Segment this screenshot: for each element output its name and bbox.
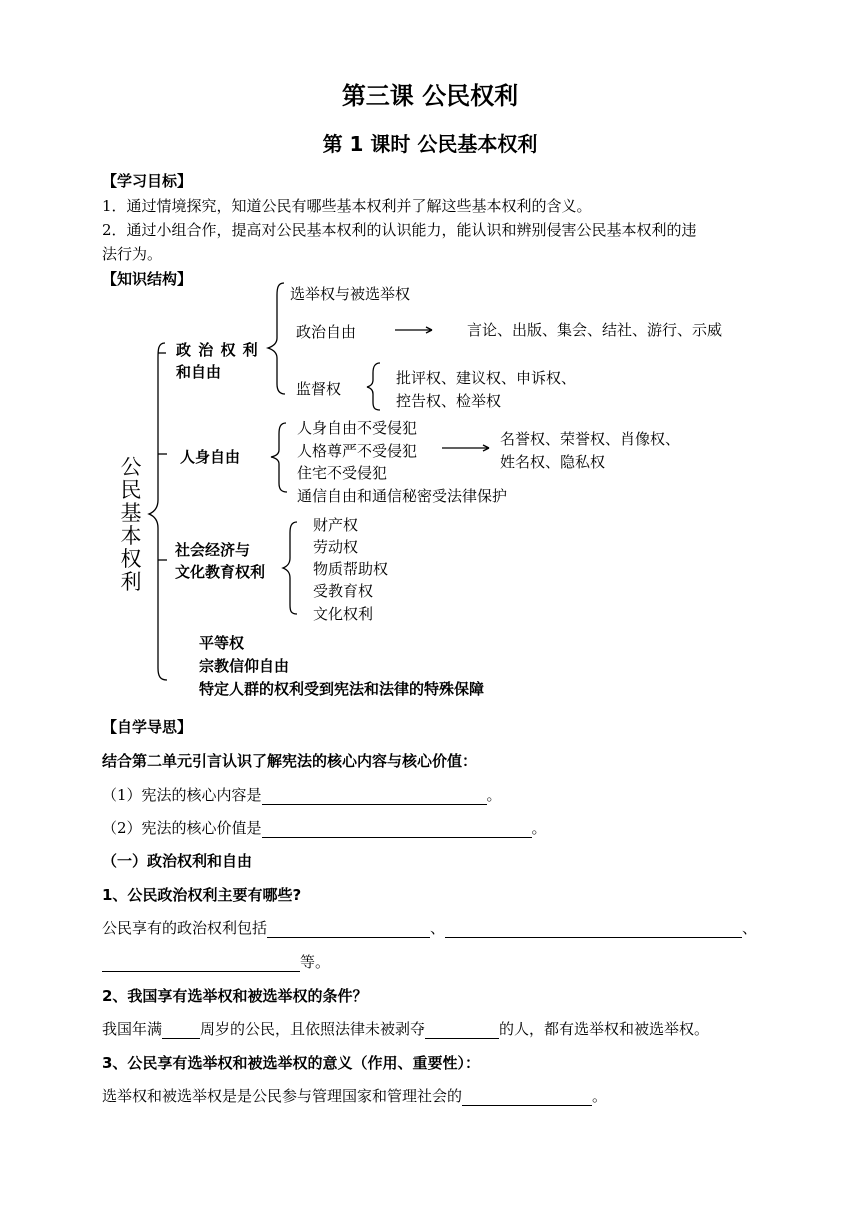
social-rights-label-1: 社会经济与 bbox=[175, 541, 251, 559]
answer-blank[interactable] bbox=[425, 1022, 499, 1039]
personal-item-4: 通信自由和通信秘密受法律保护 bbox=[297, 487, 508, 505]
supervision-items-1: 批评权、建议权、申诉权、 bbox=[396, 369, 577, 387]
objectives-heading: 【学习目标】 bbox=[102, 172, 193, 190]
objective-1: 1．通过情境探究，知道公民有哪些基本权利并了解这些基本权利的含义。 bbox=[102, 197, 592, 215]
social-item-education: 受教育权 bbox=[313, 582, 374, 600]
answer-blank[interactable] bbox=[445, 921, 742, 938]
supervision-right: 监督权 bbox=[296, 380, 342, 398]
personal-item-2: 人格尊严不受侵犯 bbox=[297, 442, 418, 460]
question-1-answer-line-2: 等。 bbox=[102, 951, 330, 972]
selfstudy-intro: 结合第二单元引言认识了解宪法的核心内容与核心价值： bbox=[102, 752, 478, 770]
political-freedom: 政治自由 bbox=[296, 323, 357, 341]
social-item-culture: 文化权利 bbox=[313, 605, 374, 623]
objective-2-line-2: 法行为。 bbox=[102, 245, 163, 263]
structure-heading: 【知识结构】 bbox=[102, 270, 193, 288]
question-3-answer: 选举权和被选举权是是公民参与管理国家和管理社会的 。 bbox=[102, 1087, 608, 1105]
page-subtitle: 第 1 课时 公民基本权利 bbox=[322, 132, 538, 156]
answer-blank[interactable] bbox=[162, 1022, 200, 1039]
answer-blank[interactable] bbox=[262, 821, 532, 838]
answer-blank[interactable] bbox=[267, 921, 430, 938]
selfstudy-heading: 【自学导思】 bbox=[102, 718, 193, 736]
page-title: 第三课 公民权利 bbox=[341, 82, 519, 110]
political-rights-label-1: 政 治 权 利 bbox=[176, 341, 259, 359]
other-right-religion: 宗教信仰自由 bbox=[199, 657, 290, 675]
dignity-rights-1: 名誉权、荣誉权、肖像权、 bbox=[500, 430, 681, 448]
question-1-answer-line-1: 公民享有的政治权利包括 、 、 bbox=[102, 919, 758, 937]
personal-item-3: 住宅不受侵犯 bbox=[297, 464, 388, 482]
political-freedom-items: 言论、出版、集会、结社、游行、示威 bbox=[467, 321, 723, 339]
objective-2-line-1: 2．通过小组合作，提高对公民基本权利的认识能力，能认识和辨别侵害公民基本权利的违 bbox=[102, 221, 697, 239]
question-3-heading: 3、公民享有选举权和被选举权的意义（作用、重要性）： bbox=[102, 1054, 480, 1072]
election-right: 选举权与被选举权 bbox=[290, 285, 411, 303]
structure-root: 公民基本权利 bbox=[120, 455, 142, 594]
social-rights-label-2: 文化教育权利 bbox=[175, 563, 266, 581]
section-political-rights: （一）政治权利和自由 bbox=[102, 852, 253, 870]
social-item-labor: 劳动权 bbox=[313, 538, 359, 556]
other-right-special-groups: 特定人群的权利受到宪法和法律的特殊保障 bbox=[199, 680, 485, 698]
answer-blank[interactable] bbox=[102, 955, 300, 972]
question-core-value: （2）宪法的核心价值是 。 bbox=[102, 819, 547, 837]
personal-item-1: 人身自由不受侵犯 bbox=[297, 419, 418, 437]
question-2-answer: 我国年满 周岁的公民，且依照法律未被剥夺 的人，都有选举权和被选举权。 bbox=[102, 1020, 710, 1038]
answer-blank[interactable] bbox=[462, 1089, 592, 1106]
question-core-content: （1）宪法的核心内容是 。 bbox=[102, 786, 502, 804]
supervision-items-2: 控告权、检举权 bbox=[396, 392, 502, 410]
other-right-equality: 平等权 bbox=[199, 634, 245, 652]
social-item-property: 财产权 bbox=[313, 516, 359, 534]
political-rights-label-2: 和自由 bbox=[176, 363, 222, 381]
personal-freedom-label: 人身自由 bbox=[180, 448, 241, 466]
answer-blank[interactable] bbox=[262, 788, 487, 805]
question-2-heading: 2、我国享有选举权和被选举权的条件？ bbox=[102, 987, 368, 1005]
social-item-material-aid: 物质帮助权 bbox=[313, 560, 389, 578]
question-1-heading: 1、公民政治权利主要有哪些? bbox=[102, 886, 302, 904]
dignity-rights-2: 姓名权、隐私权 bbox=[500, 453, 606, 471]
